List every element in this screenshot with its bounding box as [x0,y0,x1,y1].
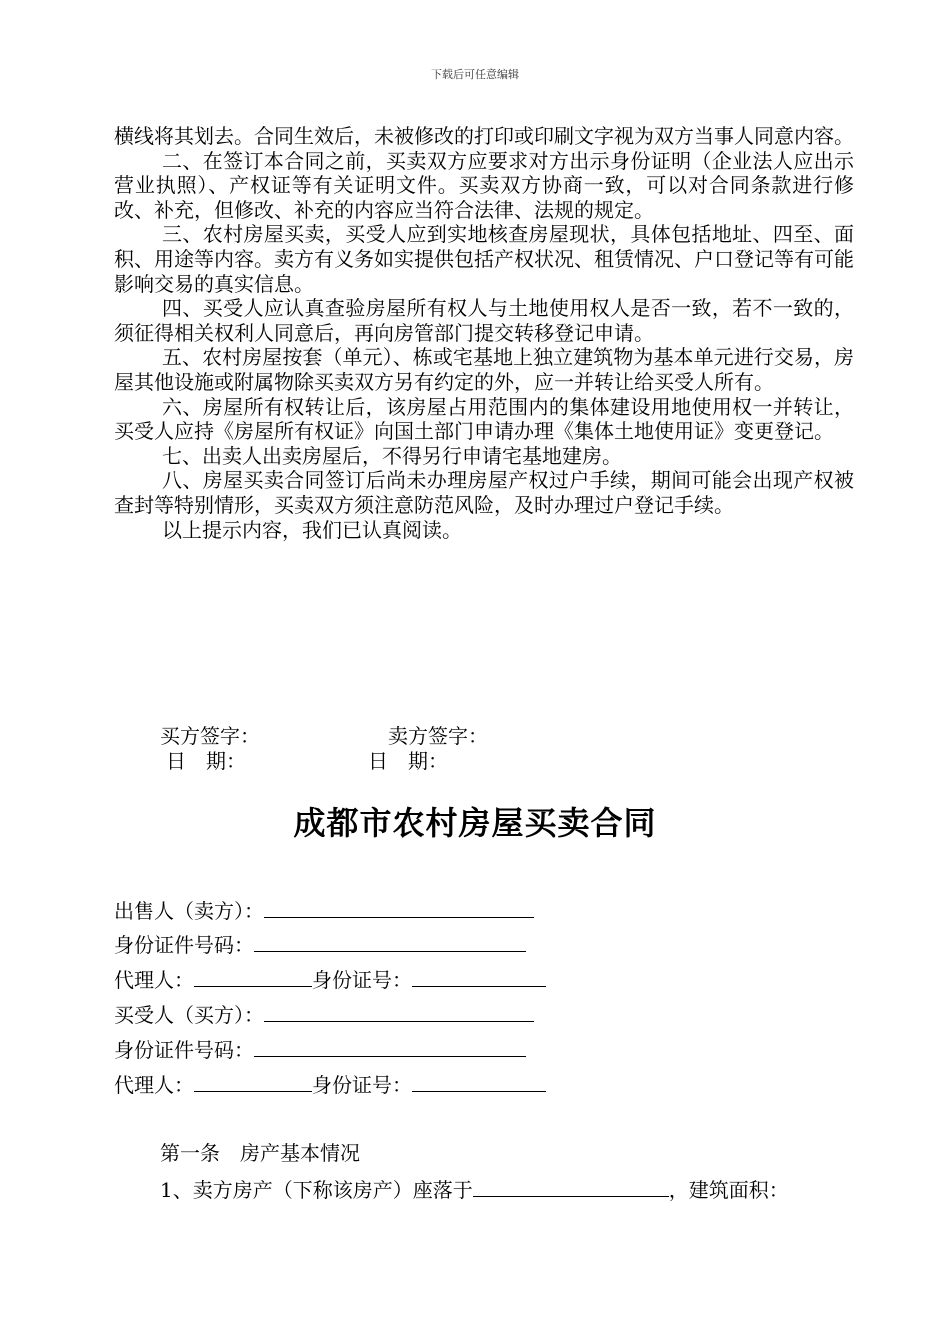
seller-agent-label: 代理人： [114,968,194,992]
notice-section [114,124,854,542]
seller-blank[interactable] [264,897,534,918]
seller-field [114,897,534,923]
contract-title: 成都市农村房屋买卖合同 [293,804,657,842]
buyer-blank[interactable] [264,1001,534,1022]
buyer-id-label: 身份证件号码： [114,1038,254,1062]
buyer-id-blank[interactable] [254,1036,526,1057]
seller-id-blank[interactable] [254,931,526,952]
buyer-field [114,1001,534,1027]
page-header: 下载后可任意编辑 [431,68,519,81]
article-1-item-1-suffix: ，建筑面积： [668,1178,789,1202]
seller-agent-blank[interactable] [194,966,312,987]
article-1-heading: 第一条 房产基本情况 [160,1141,360,1165]
notice-paragraph-4: 四、买受人应认真查验房屋所有权人与土地使用权人是否一致，若不一致的，须征得相关权利人同意后，再向房管部门提交转移登记申请。 [114,296,854,345]
notice-paragraph-7: 七、出卖人出卖房屋后，不得另行申请宅基地建房。 [162,443,622,468]
buyer-date-label: 日 期： [166,749,246,773]
seller-label: 出售人（卖方）： [114,899,264,923]
buyer-agent-id-label: 身份证号： [312,1073,412,1097]
seller-agent-id-blank[interactable] [412,966,546,987]
buyer-agent-blank[interactable] [194,1071,312,1092]
notice-paragraph-8: 八、房屋买卖合同签订后尚未办理房屋产权过户手续，期间可能会出现产权被查封等特别情形，买卖双方须注意防范风险，及时办理过户登记手续。 [114,468,854,517]
seller-id-label: 身份证件号码： [114,933,254,957]
article-1-item-1-prefix: 1、卖方房产（下称该房产）座落于 [160,1178,473,1202]
buyer-agent-field [114,1071,546,1097]
buyer-agent-label: 代理人： [114,1073,194,1097]
seller-signature-label: 卖方签字： [388,724,488,748]
article-1-item-1 [160,1176,789,1202]
notice-paragraph-2: 二、在签订本合同之前，买卖双方应要求对方出示身份证明（企业法人应出示营业执照）、产权证等有关证明文件。买卖双方协商一致，可以对合同条款进行修改、补充，但修改、补充的内容应当符合法律、法规的规定。 [114,148,854,222]
buyer-agent-id-blank[interactable] [412,1071,546,1092]
notice-paragraph-continued: 横线将其划去。合同生效后，未被修改的打印或印刷文字视为双方当事人同意内容。 [114,124,854,148]
seller-id-field [114,931,526,957]
seller-date-label: 日 期： [368,749,448,773]
seller-agent-id-label: 身份证号： [312,968,412,992]
notice-paragraph-6: 六、房屋所有权转让后，该房屋占用范围内的集体建设用地使用权一并转让，买受人应持《房屋所有权证》向国土部门申请办理《集体土地使用证》变更登记。 [114,394,854,444]
seller-agent-field [114,966,546,992]
buyer-signature-label: 买方签字： [160,724,260,748]
buyer-label: 买受人（买方）： [114,1003,264,1027]
notice-acknowledgement: 以上提示内容，我们已认真阅读。 [162,517,462,542]
notice-paragraph-5: 五、农村房屋按套（单元）、栋或宅基地上独立建筑物为基本单元进行交易，房屋其他设施或附属物除买卖双方另有约定的外，应一并转让给买受人所有。 [114,345,854,394]
buyer-id-field [114,1036,526,1062]
property-location-blank[interactable] [473,1176,669,1197]
notice-paragraph-3: 三、农村房屋买卖，买受人应到实地核查房屋现状，具体包括地址、四至、面积、用途等内容。卖方有义务如实提供包括产权状况、租赁情况、户口登记等有可能影响交易的真实信息。 [114,222,854,296]
